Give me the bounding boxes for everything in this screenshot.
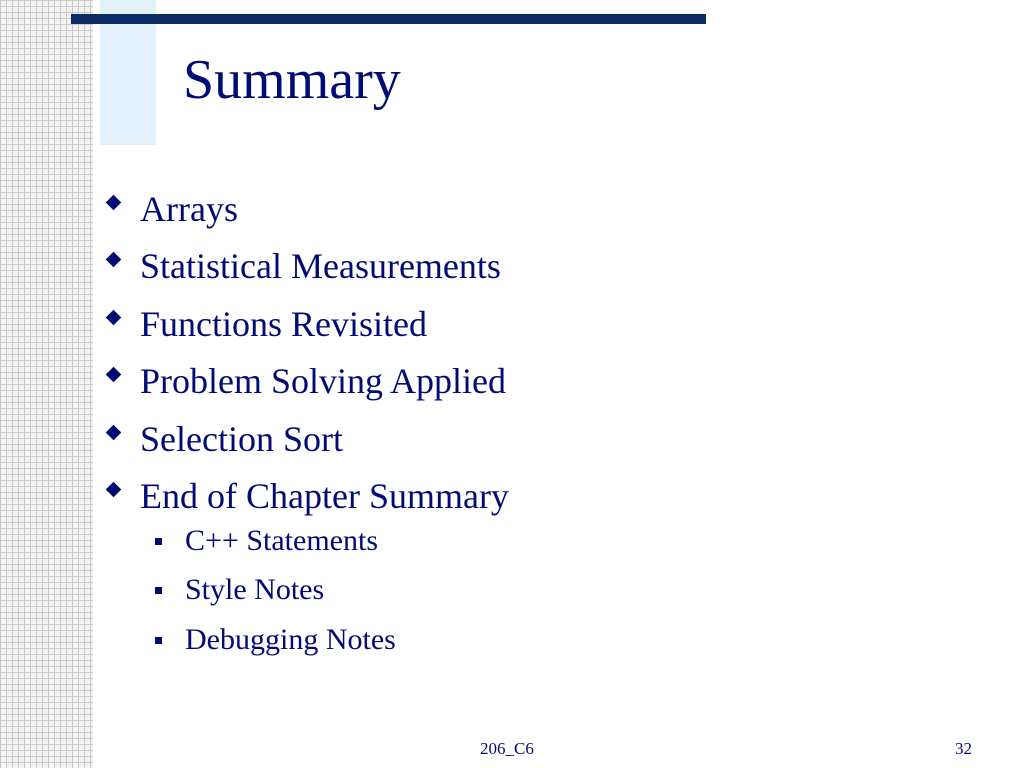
diamond-bullet-icon [106, 367, 122, 383]
sub-bullet-item-debugging-notes [155, 615, 396, 665]
footer-label: 206_C6 [480, 739, 534, 758]
square-bullet-icon [155, 538, 162, 545]
bullet-label: Problem Solving Applied [140, 361, 507, 402]
square-bullet-icon [155, 637, 162, 644]
bullet-item-selection-sort [105, 410, 509, 468]
bullet-label: End of Chapter Summary [140, 476, 509, 517]
grid-pattern-strip [0, 0, 93, 768]
bullet-item-problem-solving-applied [105, 353, 509, 411]
sub-bullet-label: Debugging Notes [185, 622, 396, 656]
sub-bullet-list [155, 516, 396, 665]
bullet-label: Statistical Measurements [140, 246, 501, 287]
sub-bullet-label: C++ Statements [185, 523, 378, 557]
square-bullet-icon [155, 587, 162, 594]
bullet-item-functions-revisited [105, 295, 509, 353]
bullet-list [105, 180, 509, 525]
sub-bullet-item-style-notes [155, 566, 396, 616]
diamond-bullet-icon [106, 252, 122, 268]
bullet-item-statistical-measurements [105, 238, 509, 296]
title-bar-line [71, 14, 706, 24]
page-number: 32 [955, 739, 972, 758]
bullet-label: Selection Sort [140, 418, 343, 459]
slide-title: Summary [183, 49, 401, 111]
diamond-bullet-icon [106, 482, 122, 498]
bullet-label: Functions Revisited [140, 303, 427, 344]
diamond-bullet-icon [106, 194, 122, 210]
bullet-label: Arrays [140, 188, 238, 229]
diamond-bullet-icon [106, 309, 122, 325]
diamond-bullet-icon [106, 424, 122, 440]
bullet-item-arrays [105, 180, 509, 238]
sub-bullet-label: Style Notes [185, 573, 325, 607]
sub-bullet-item-cpp-statements [155, 516, 396, 566]
